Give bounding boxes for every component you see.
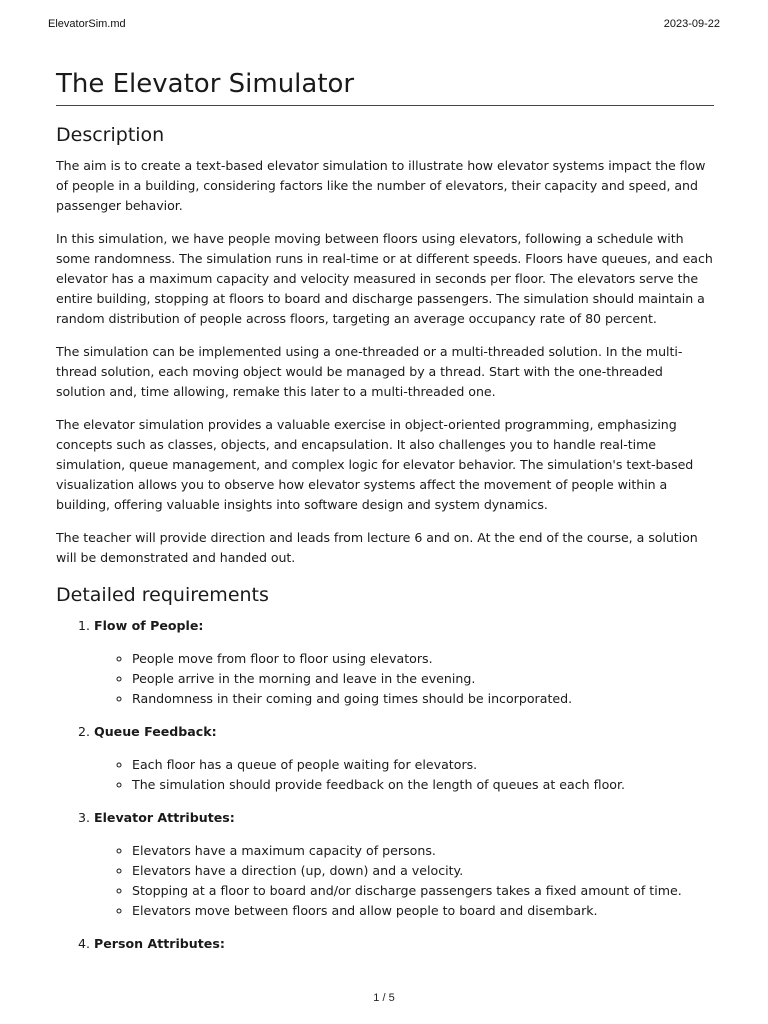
requirement-sublist bbox=[94, 755, 714, 795]
list-item: ◦ Stopping at a floor to board and/or discharge passengers takes a fixed amount of time. bbox=[132, 881, 714, 901]
paragraph: The simulation can be implemented using a one-threaded or a multi-threaded solution. In the multi-thread solution, each moving object would be managed by a thread. Start with the one-threaded solution and, time allowing, remake this later to a multi-threaded one. bbox=[56, 344, 683, 399]
paragraph: The elevator simulation provides a valuable exercise in object-oriented programming, emphasizing concepts such as classes, objects, and encapsulation. It also challenges you to handle real-time simulation, queue management, and complex logic for elevator behavior. The simulation's text-based visualization allows you to observe how elevator systems affect the movement of people within a building, offering valuable insights into software design and system dynamics. bbox=[56, 417, 694, 512]
paragraph: In this simulation, we have people moving between floors using elevators, following a schedule with some randomness. The simulation runs in real-time or at different speeds. Floors have queues, and each elevator has a maximum capacity and velocity measured in seconds per floor. The elevators serve the entire building, stopping at floors to board and discharge passengers. The simulation should maintain a random distribution of people across floors, targeting an average occupancy rate of 80 percent. bbox=[56, 231, 713, 326]
list-item: ◦ People arrive in the morning and leave in the evening. bbox=[132, 669, 714, 689]
requirements-heading: Detailed requirements bbox=[56, 584, 269, 606]
requirement-sublist bbox=[94, 841, 714, 921]
requirement-item bbox=[94, 934, 714, 954]
requirements-list bbox=[56, 616, 714, 954]
page-title: The Elevator Simulator bbox=[56, 66, 714, 106]
requirement-item bbox=[94, 616, 714, 709]
requirement-item bbox=[94, 808, 714, 921]
list-item: ◦ The simulation should provide feedback on the length of queues at each floor. bbox=[132, 775, 714, 795]
requirement-sublist bbox=[94, 649, 714, 709]
header-filename: ElevatorSim.md bbox=[48, 18, 126, 30]
requirement-title: Elevator Attributes: bbox=[94, 810, 235, 825]
requirement-title: Flow of People: bbox=[94, 618, 204, 633]
list-item: ◦ Each floor has a queue of people waiting for elevators. bbox=[132, 755, 714, 775]
paragraph: The teacher will provide direction and leads from lecture 6 and on. At the end of the course, a solution will be demonstrated and handed out. bbox=[56, 530, 698, 565]
list-item: ◦ People move from floor to floor using elevators. bbox=[132, 649, 714, 669]
document-body bbox=[56, 66, 714, 967]
list-item: ◦ Elevators have a direction (up, down) and a velocity. bbox=[132, 861, 714, 881]
header-date: 2023-09-22 bbox=[663, 18, 720, 30]
list-item: ◦ Elevators move between floors and allow people to board and disembark. bbox=[132, 901, 714, 921]
requirement-title: Queue Feedback: bbox=[94, 724, 217, 739]
requirement-item bbox=[94, 722, 714, 795]
paragraph: The aim is to create a text-based elevator simulation to illustrate how elevator systems impact the flow of people in a building, considering factors like the number of elevators, their capacity and speed, and passenger behavior. bbox=[56, 158, 706, 213]
requirement-title: Person Attributes: bbox=[94, 936, 225, 951]
description-heading: Description bbox=[56, 124, 165, 146]
page-number: 1 / 5 bbox=[373, 992, 395, 1004]
list-item: ◦ Elevators have a maximum capacity of persons. bbox=[132, 841, 714, 861]
list-item: ◦ Randomness in their coming and going times should be incorporated. bbox=[132, 689, 714, 709]
